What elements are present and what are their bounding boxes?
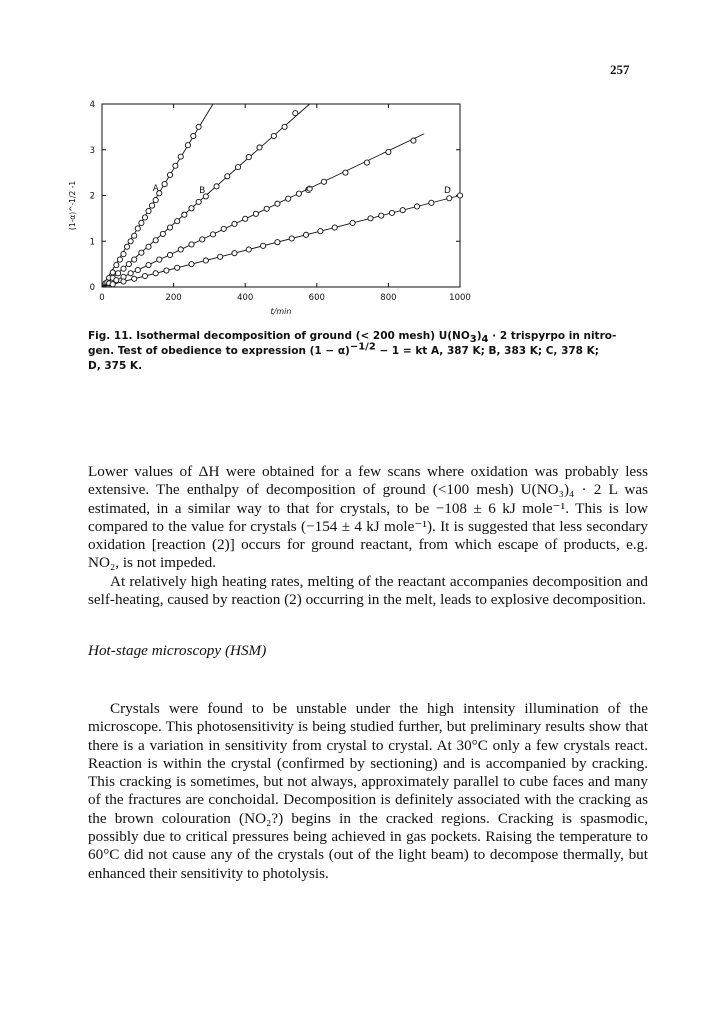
point-A-3 bbox=[114, 262, 119, 267]
point-D-18 bbox=[350, 220, 355, 225]
point-C-25 bbox=[411, 138, 416, 143]
hsm-discussion bbox=[88, 700, 648, 883]
point-A-11 bbox=[142, 215, 147, 220]
x-axis-label: t/min bbox=[270, 307, 292, 316]
point-C-11 bbox=[210, 232, 215, 237]
point-B-7 bbox=[146, 244, 151, 249]
plot-border bbox=[102, 104, 460, 287]
x-tick-label-600: 600 bbox=[308, 293, 325, 303]
point-D-17 bbox=[332, 225, 337, 230]
caption-line-3: D, 375 K. bbox=[88, 360, 143, 372]
point-A-9 bbox=[135, 226, 140, 231]
point-B-23 bbox=[293, 111, 298, 116]
point-A-19 bbox=[178, 154, 183, 159]
point-C-18 bbox=[286, 196, 291, 201]
point-A-8 bbox=[132, 233, 137, 238]
point-B-8 bbox=[153, 238, 158, 243]
point-A-22 bbox=[196, 124, 201, 129]
y-tick-label-4: 4 bbox=[89, 100, 95, 110]
x-tick-label-800: 800 bbox=[380, 293, 397, 303]
point-C-10 bbox=[200, 237, 205, 242]
point-D-14 bbox=[289, 236, 294, 241]
point-C-5 bbox=[146, 262, 151, 267]
y-tick-label-3: 3 bbox=[89, 145, 95, 156]
point-B-22 bbox=[282, 124, 287, 129]
point-D-1 bbox=[121, 279, 126, 284]
point-A-18 bbox=[173, 163, 178, 168]
point-C-6 bbox=[157, 257, 162, 262]
plot-frame bbox=[102, 104, 460, 287]
point-D-2 bbox=[132, 276, 137, 281]
point-B-19 bbox=[246, 154, 251, 159]
caption-line-2: gen. Test of obedience to expression $(1 - \alpha)^{-1/2} - 1$ = kt A, 387 K; B, 383 K; C, 378 K; bbox=[88, 341, 599, 357]
point-C-12 bbox=[221, 226, 226, 231]
point-A-2 bbox=[110, 270, 115, 275]
point-B-10 bbox=[167, 225, 172, 230]
point-A-17 bbox=[167, 172, 172, 177]
point-A-4 bbox=[117, 257, 122, 262]
point-D-6 bbox=[175, 265, 180, 270]
point-C-17 bbox=[275, 201, 280, 206]
point-B-13 bbox=[189, 206, 194, 211]
x-tick-label-1000: 1000 bbox=[449, 293, 471, 303]
point-A-13 bbox=[150, 203, 155, 208]
point-D-16 bbox=[318, 229, 323, 234]
point-B-18 bbox=[235, 165, 240, 170]
y-tick-label-0: 0 bbox=[89, 283, 95, 293]
point-D-8 bbox=[203, 258, 208, 263]
point-A-10 bbox=[139, 220, 144, 225]
point-C-8 bbox=[178, 247, 183, 252]
point-A-14 bbox=[153, 197, 158, 202]
point-B-11 bbox=[175, 219, 180, 224]
point-C-16 bbox=[264, 206, 269, 211]
point-B-16 bbox=[214, 184, 219, 189]
point-A-20 bbox=[185, 143, 190, 148]
paragraph-photosensitivity: Crystals were found to be unstable under the high intensity illumination of the microscope. This photosensitivity is being studied further, but preliminary results show that there is a variation in sensitivity from crystal to crystal. At 30°C only a few crystals react. Reaction is within the crystal (confirmed by sectioning) and is accompanied by cracking. This cracking is sometimes, but not always, approximately parallel to cube faces and many of the fractures are conchoidal. Decomposition is definitely associated with the cracking as the brown colouration (NO₂?) begins in the cracked regions. Cracking is spasmodic, possibly due to critical pressures being achieved in gas pockets. Raising the temperature to 60°C did not cause any of the crystals (out of the light beam) to decompose thermally, but enhanced their sensitivity to photolysis. bbox=[88, 700, 648, 882]
point-A-12 bbox=[146, 208, 151, 213]
point-C-19 bbox=[296, 191, 301, 196]
point-D-12 bbox=[261, 243, 266, 248]
point-B-12 bbox=[182, 212, 187, 217]
series-label-A: A bbox=[152, 183, 159, 194]
point-B-5 bbox=[132, 257, 137, 262]
point-C-4 bbox=[135, 267, 140, 272]
point-B-9 bbox=[160, 231, 165, 236]
point-D-7 bbox=[189, 262, 194, 267]
x-tick-label-200: 200 bbox=[165, 293, 182, 303]
point-D-11 bbox=[246, 247, 251, 252]
point-C-21 bbox=[321, 179, 326, 184]
point-B-4 bbox=[126, 262, 131, 267]
y-tick-label-1: 1 bbox=[89, 237, 95, 248]
point-C-13 bbox=[232, 221, 237, 226]
point-D-0 bbox=[110, 282, 115, 287]
point-C-22 bbox=[343, 170, 348, 175]
point-C-15 bbox=[253, 211, 258, 216]
dsc-discussion bbox=[88, 463, 648, 609]
x-tick-label-0: 0 bbox=[99, 293, 105, 303]
point-D-3 bbox=[142, 273, 147, 278]
point-C-7 bbox=[167, 252, 172, 257]
point-D-15 bbox=[303, 232, 308, 237]
figure-caption bbox=[88, 329, 648, 374]
point-B-6 bbox=[139, 250, 144, 255]
paragraph-melting: At relatively high heating rates, melting of the reactant accompanies decomposition and self-heating, caused by reaction (2) occurring in the melt, leads to explosive decomposition. bbox=[88, 572, 648, 609]
decomposition-chart bbox=[60, 92, 480, 322]
point-C-9 bbox=[189, 242, 194, 247]
point-D-21 bbox=[389, 210, 394, 215]
point-D-9 bbox=[218, 254, 223, 259]
x-tick-label-400: 400 bbox=[237, 293, 254, 303]
point-D-19 bbox=[368, 216, 373, 221]
point-B-2 bbox=[116, 271, 121, 276]
point-D-4 bbox=[153, 271, 158, 276]
point-D-13 bbox=[275, 240, 280, 245]
point-D-23 bbox=[414, 204, 419, 209]
point-A-16 bbox=[162, 181, 167, 186]
point-C-23 bbox=[364, 160, 369, 165]
point-D-25 bbox=[447, 196, 452, 201]
paragraph-enthalpy: Lower values of ΔH were obtained for a few scans where oxidation was probably less extensive. The enthalpy of decomposition of ground (<100 mesh) U(NO₃)₄ · 2 L was estimated, in a similar way to that for crystals, to be −108 ± 6 kJ mole⁻¹. This is low compared to the value for crystals (−154 ± 4 kJ mole⁻¹). It is suggested that less secondary oxidation [reaction (2)] occurs for ground reactant, from which escape of products, e.g. NO₂, is not impeded. bbox=[88, 463, 648, 572]
point-B-21 bbox=[271, 133, 276, 138]
point-B-14 bbox=[196, 199, 201, 204]
point-C-14 bbox=[243, 216, 248, 221]
point-D-24 bbox=[429, 200, 434, 205]
point-A-6 bbox=[124, 244, 129, 249]
series-group bbox=[102, 104, 463, 287]
caption-line-1: Fig. 11. Isothermal decomposition of ground (< 200 mesh) $U(NO_3)_4 \cdot 2$ trispyrpo in nitro- bbox=[88, 330, 617, 346]
point-B-20 bbox=[257, 145, 262, 150]
section-heading-hsm: Hot-stage microscopy (HSM) bbox=[88, 642, 267, 659]
series-label-B: B bbox=[199, 186, 206, 197]
point-D-22 bbox=[400, 208, 405, 213]
point-B-17 bbox=[225, 174, 230, 179]
point-A-5 bbox=[121, 251, 126, 256]
point-D-26 bbox=[457, 193, 462, 198]
point-B-3 bbox=[121, 266, 126, 271]
page-number: 257 bbox=[610, 62, 630, 77]
point-A-21 bbox=[191, 133, 196, 138]
point-C-3 bbox=[128, 271, 133, 276]
series-label-C: C bbox=[304, 186, 311, 197]
series-label-D: D bbox=[444, 186, 451, 197]
point-C-24 bbox=[386, 149, 391, 154]
point-D-5 bbox=[164, 268, 169, 273]
point-D-10 bbox=[232, 251, 237, 256]
y-axis-label: (1-α)^-1/2 -1 bbox=[68, 180, 77, 231]
point-D-20 bbox=[379, 213, 384, 218]
y-tick-label-2: 2 bbox=[89, 191, 95, 202]
point-A-7 bbox=[128, 239, 133, 244]
